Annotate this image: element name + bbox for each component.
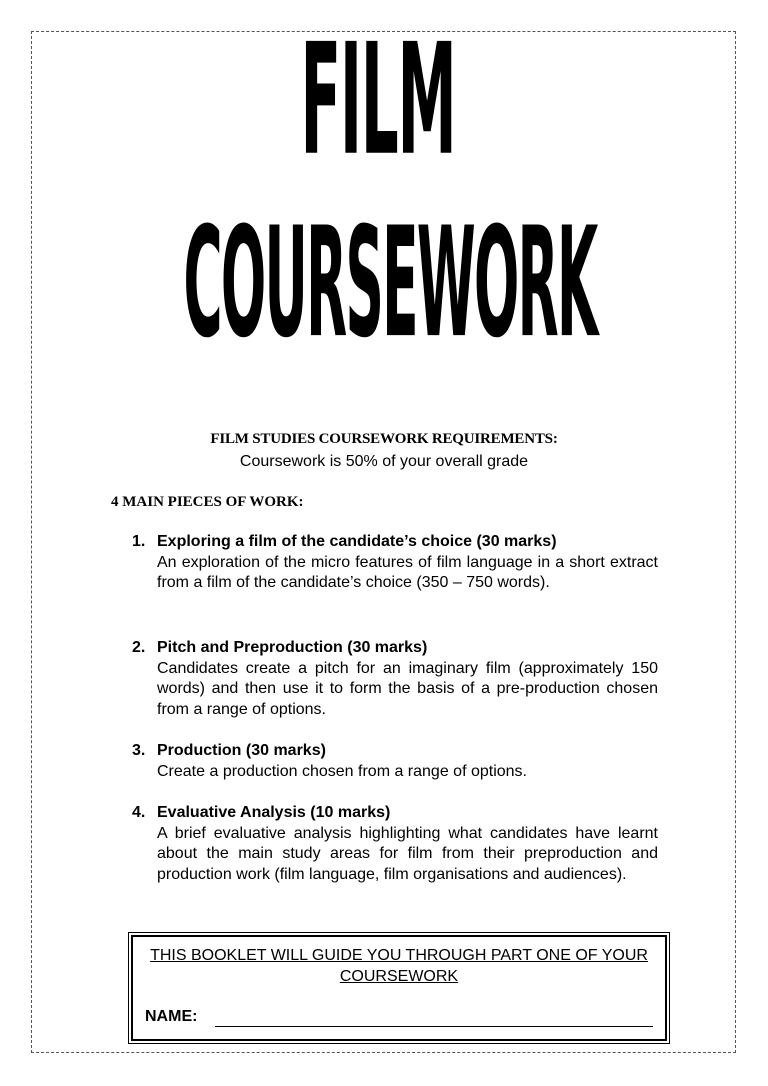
title-film: FILM (300, 10, 456, 190)
item-number: 2. (132, 639, 146, 656)
item-title: Pitch and Preproduction (30 marks) (157, 639, 428, 656)
name-field[interactable] (215, 1026, 653, 1027)
name-label: NAME: (145, 1008, 198, 1025)
guide-text: THIS BOOKLET WILL GUIDE YOU THROUGH PART ONE OF YOUR COURSEWORK (150, 947, 648, 985)
item-description: Create a production chosen from a range of options. (157, 762, 527, 780)
list-item (132, 803, 658, 885)
requirements-subtitle: Coursework is 50% of your overall grade (239, 453, 529, 470)
item-title: Evaluative Analysis (10 marks) (157, 804, 391, 821)
item-number: 4. (132, 804, 146, 821)
guide-box (131, 935, 667, 1041)
item-title: Exploring a film of the candidate’s choice (30 marks) (157, 533, 557, 550)
item-description: A brief evaluative analysis highlighting what candidates have learnt about the main study areas for film from their preproduction and production work (film language, film organisations and audiences). (157, 824, 658, 883)
main-pieces-heading: 4 MAIN PIECES OF WORK: (111, 494, 304, 510)
list-item (132, 532, 658, 594)
item-title: Production (30 marks) (157, 742, 326, 759)
item-description: Candidates create a pitch for an imaginary film (approximately 150 words) and then use it to form the basis of a pre-production chosen from a range of options. (157, 659, 658, 718)
item-description: An exploration of the micro features of film language in a short extract from a film of the candidate’s choice (350 – 750 words). (157, 553, 658, 591)
title-coursework: COURSEWORK (183, 194, 597, 372)
list-item (132, 741, 527, 782)
item-number: 1. (132, 533, 146, 550)
item-number: 3. (132, 742, 146, 759)
list-item (132, 638, 658, 720)
requirements-heading: FILM STUDIES COURSEWORK REQUIREMENTS: (210, 431, 558, 447)
